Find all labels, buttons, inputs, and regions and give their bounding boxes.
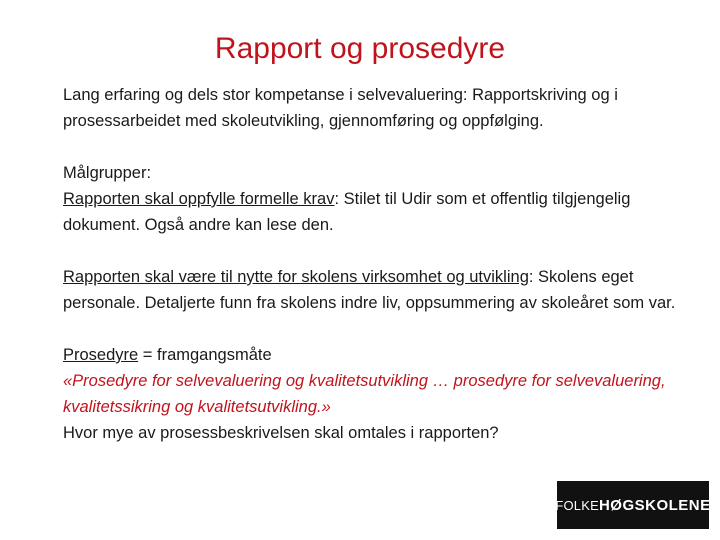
target-group-heading: Målgrupper: xyxy=(63,164,152,182)
usefulness-text: Rapporten skal være til nytte for skolens virksomhet og utvikling xyxy=(63,268,529,286)
logo-part-hogskolene: HØGSKOLENE xyxy=(598,496,711,514)
procedure-question: Hvor mye av prosessbeskrivelsen skal omtales i rapporten? xyxy=(63,424,499,442)
procedure-term: Prosedyre xyxy=(63,346,139,364)
intro-paragraph: Lang erfaring og dels stor kompetanse i selvevaluering: Rapportskriving og i prosessarbeidet med skoleutvikling, gjennomføring og oppfølging. xyxy=(63,86,618,130)
procedure-meaning: = framgangsmåte xyxy=(138,346,272,364)
logo-part-folke: FOLKE xyxy=(555,497,599,513)
slide-body xyxy=(63,82,703,446)
usefulness-detail: : Skolens eget personale. Detaljerte funn fra skolens indre liv, oppsummering av skoleåret som var. xyxy=(63,268,676,312)
procedure-quote: «Prosedyre for selvevaluering og kvalitetsutvikling … prosedyre for selvevaluering, kvalitetssikring og kvalitetsutvikling.» xyxy=(63,372,666,416)
target-group-item-formal xyxy=(63,186,703,238)
target-group-item-useful xyxy=(63,264,703,316)
folkehogskolene-logo xyxy=(557,481,709,529)
formal-requirements-text: Rapporten skal oppfylle formelle krav xyxy=(63,190,335,208)
formal-requirements-detail: : Stilet til Udir som et offentlig tilgjengelig dokument. Også andre kan lese den. xyxy=(63,190,631,234)
page-title: Rapport og prosedyre xyxy=(214,32,506,65)
procedure-definition xyxy=(63,342,703,368)
